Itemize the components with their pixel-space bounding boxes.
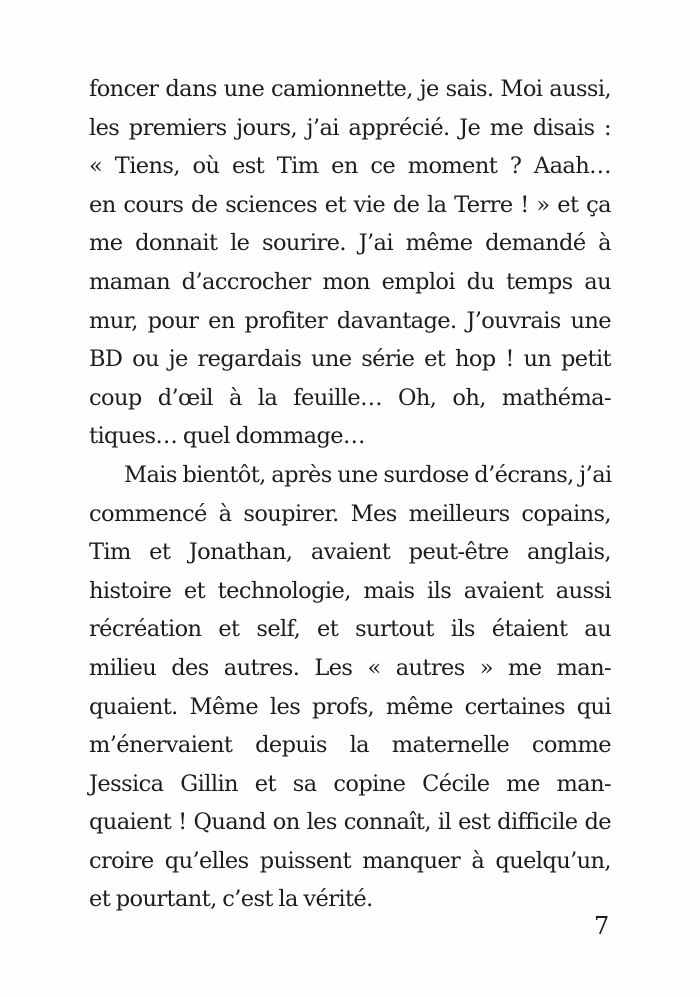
text-line: quaient ! Quand on les connaît, il est difficile de — [89, 809, 611, 836]
text-line: les premiers jours, j’ai apprécié. Je me disais : — [89, 114, 611, 141]
body-text — [89, 70, 611, 919]
text-line: Mais bientôt, après une surdose d’écrans, j’ai — [124, 461, 612, 488]
text-line: mur, pour en profiter davantage. J’ouvrais une — [89, 307, 611, 334]
page-number: 7 — [594, 912, 610, 940]
paragraph-1 — [89, 70, 611, 456]
text-line: « Tiens, où est Tim en ce moment ? Aaah… — [89, 153, 611, 180]
text-line: en cours de sciences et vie de la Terre ! » et ça — [89, 191, 611, 218]
text-line: BD ou je regardais une série et hop ! un petit — [89, 346, 611, 373]
text-line: foncer dans une camionnette, je sais. Moi aussi, — [89, 76, 611, 102]
text-line: croire qu’elles puissent manquer à quelqu’un, — [89, 847, 611, 874]
text-line: maman d’accrocher mon emploi du temps au — [89, 268, 611, 295]
text-line: Jessica Gillin et sa copine Cécile me man- — [89, 770, 611, 797]
text-line: Tim et Jonathan, avaient peut-être anglais, — [89, 539, 611, 566]
text-line: tiques… quel dommage… — [89, 423, 365, 450]
text-line: quaient. Même les profs, même certaines qui — [89, 693, 611, 720]
text-line: me donnait le sourire. J’ai même demandé à — [89, 230, 611, 257]
text-line: histoire et technologie, mais ils avaient aussi — [89, 577, 611, 604]
text-line: récréation et self, et surtout ils étaient au — [89, 616, 611, 643]
text-line: commencé à soupirer. Mes meilleurs copains, — [89, 500, 611, 527]
text-line: et pourtant, c’est la vérité. — [89, 886, 373, 913]
text-line: coup d’œil à la feuille… Oh, oh, mathéma- — [89, 384, 611, 411]
text-line: m’énervaient depuis la maternelle comme — [89, 732, 611, 759]
paragraph-2 — [89, 456, 611, 919]
text-line: milieu des autres. Les « autres » me man- — [89, 654, 611, 681]
